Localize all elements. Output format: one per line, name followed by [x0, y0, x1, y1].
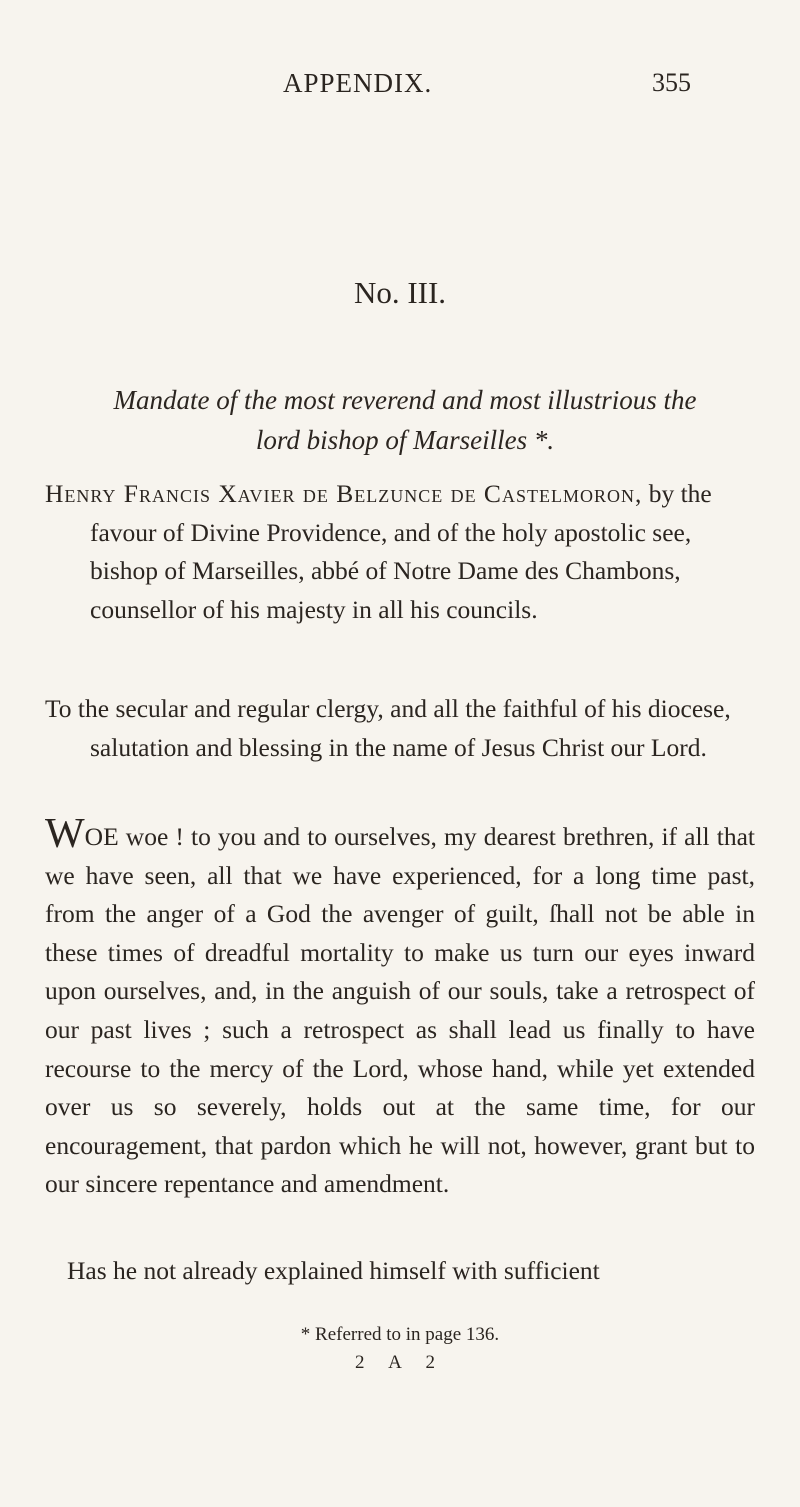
bishop-name: Henry Francis Xavier de Belzunce de Castelmoron,: [45, 479, 643, 508]
running-title: APPENDIX.: [283, 68, 433, 98]
footnote: * Referred to in page 136.: [300, 1324, 500, 1345]
page-number: 355: [652, 68, 691, 97]
signature-mark: 2 A 2: [354, 1352, 446, 1373]
continuation-line: Has he not already explained himself with sufficient: [67, 1256, 600, 1285]
mandate-title: Mandate of the most reverend and most illustrious the lord bishop of Marseilles *.: [113, 385, 697, 455]
body-text: woe ! to you and to ourselves, my dearest brethren, if all that we have seen, all that we have experienced, for a long time past, from the anger of a God the avenger of guilt, ſhall not be able in these times of dreadful mortality to make us turn our eyes inward upon ourselves, and, in the anguish of our souls, take a retrospect of our past lives ; such a retrospect as shall lead us finally to have recourse to the mercy of the Lord, whose hand, while yet extended over us so severely, holds out at the same time, for our encouragement, that pardon which he will not, however, grant but to our sincere repentance and amendment.: [45, 822, 755, 1199]
drop-initial: W: [45, 811, 85, 857]
body-paragraph: [45, 811, 755, 1204]
address-rest: by the favour of Divine Providence, and of the holy apostolic see, bishop of Marseilles, abbé of Notre Dame des Chambons, counsellor of his majesty in all his councils.: [90, 479, 712, 624]
first-word-rest: OE: [84, 822, 119, 851]
address-paragraph: [45, 475, 755, 629]
section-number: No. III.: [353, 275, 447, 310]
page-header: [0, 68, 800, 108]
salutation-paragraph: To the secular and regular clergy, and all the faithful of his diocese, salutation and blessing in the name of Jesus Christ our Lord.: [45, 694, 731, 762]
